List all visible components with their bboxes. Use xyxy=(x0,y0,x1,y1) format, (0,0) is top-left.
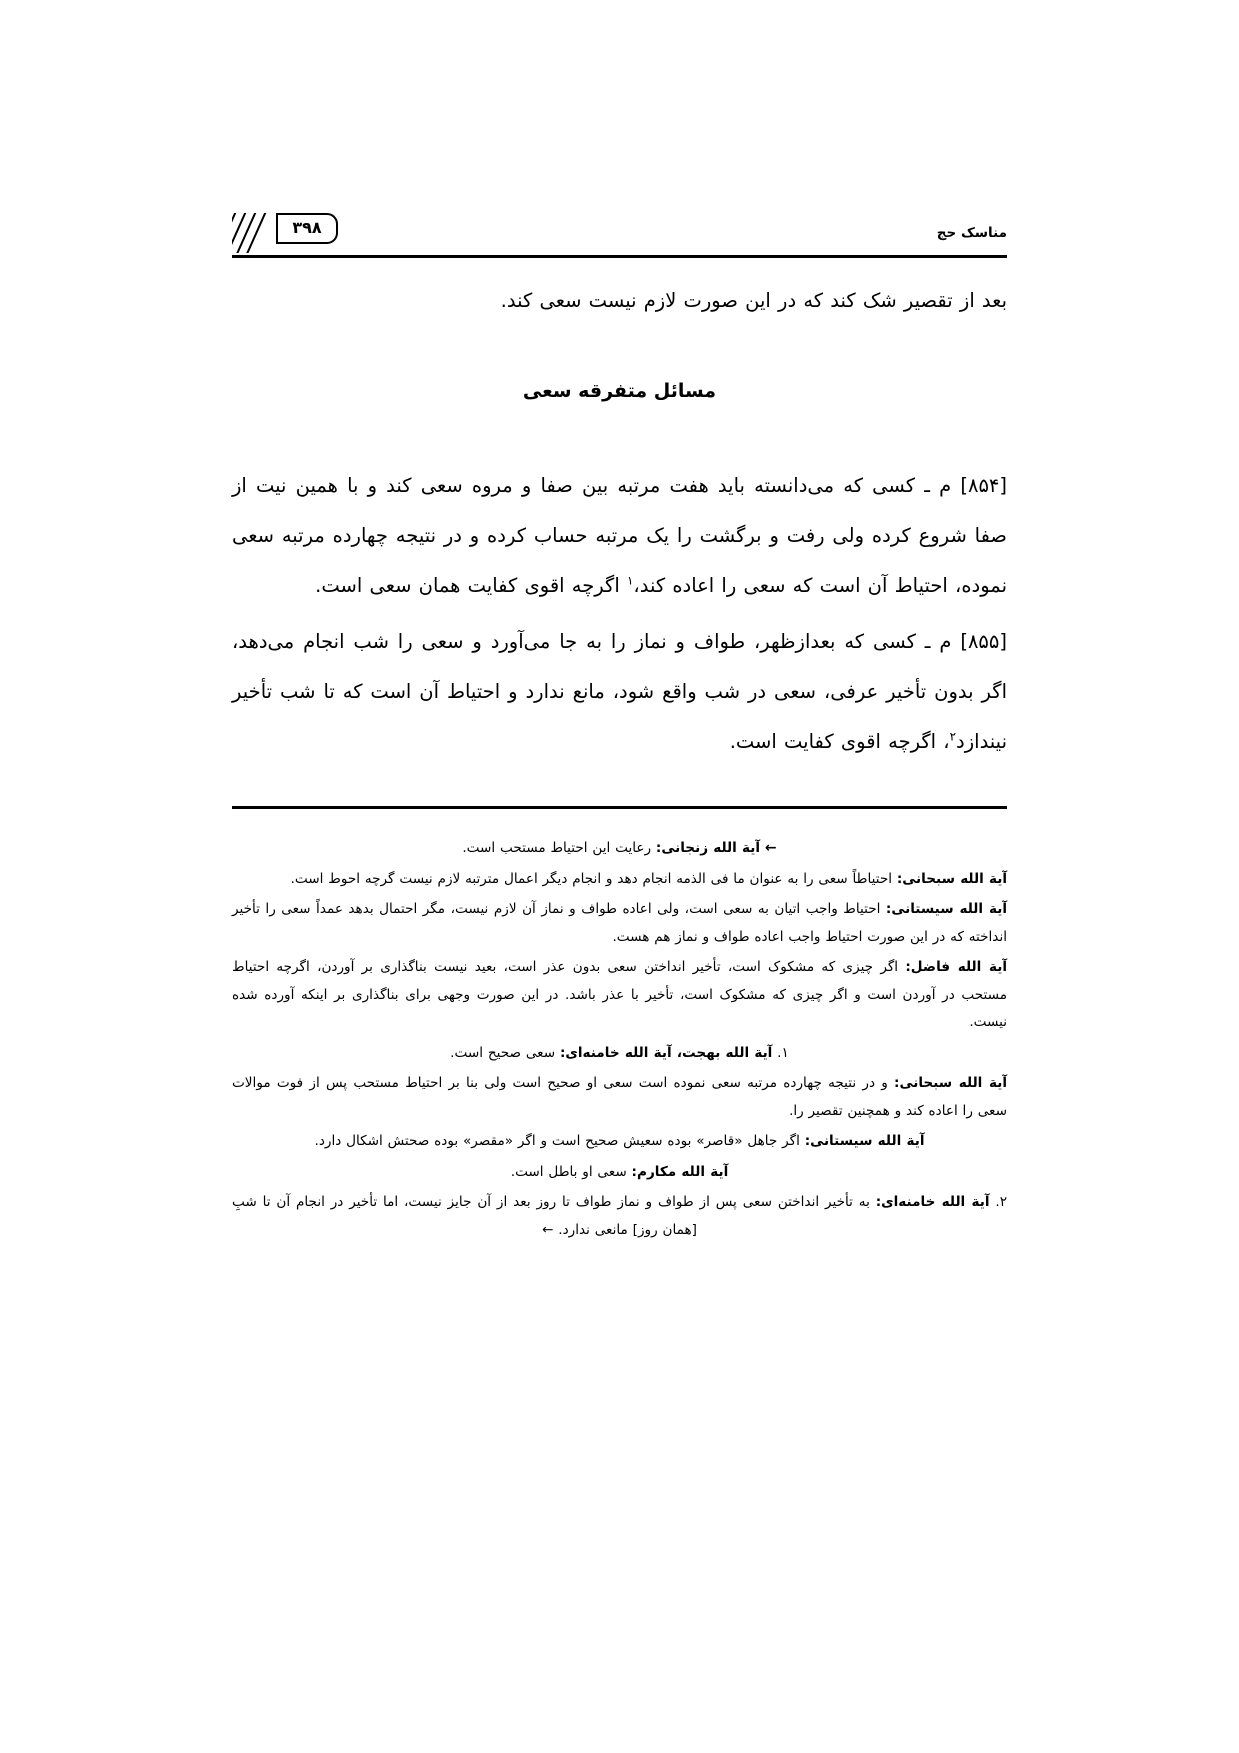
footnote-scholar-name: آیة الله مکارم: xyxy=(631,1163,729,1180)
footnote-text: رعایت این احتیاط مستحب است. xyxy=(462,840,652,856)
page-header xyxy=(232,218,1007,266)
footnote-entry xyxy=(232,896,1007,951)
footnote-area xyxy=(232,806,1007,1247)
footnote-text: سعی او باطل است. xyxy=(510,1163,627,1180)
footnote-entry xyxy=(232,866,1007,894)
footnote-entry xyxy=(232,1128,1007,1156)
page-number: ۳۹۸ xyxy=(276,213,338,244)
folio-stripes-decoration xyxy=(232,213,276,253)
footnote-scholar-name: آیة الله سیستانی: xyxy=(804,1133,925,1149)
spacer xyxy=(232,326,1007,380)
footnote-scholar-name: آیة الله زنجانی: xyxy=(655,840,761,856)
footnote-entry xyxy=(232,1159,1007,1187)
page-body xyxy=(232,276,1007,767)
ruling-paragraph-855 xyxy=(232,617,1007,767)
ruling-paragraph-854 xyxy=(232,461,1007,611)
footnote-text: اگر جاهل «قاصر» بوده سعیش صحیح است و اگر «مقصر» بوده صحتش اشکال دارد. xyxy=(314,1133,800,1149)
footnote-number-1: ۱. xyxy=(777,1044,789,1061)
ruling-text-854-part2: اگرچه اقوی کفایت همان سعی است. xyxy=(315,573,620,597)
footnote-scholar-name: آیة الله خامنه‌ای: xyxy=(875,1194,990,1210)
lead-paragraph: بعد از تقصیر شک کند که در این صورت لازم نیست سعی کند. xyxy=(500,289,1007,312)
book-title: مناسک حج xyxy=(936,225,1007,241)
footnote-scholar-name: آیة الله سیستانی: xyxy=(885,901,1007,917)
footnote-scholar-name: آیة الله سبحانی: xyxy=(894,1075,1007,1091)
footnote-scholar-name: آیة الله فاضل: xyxy=(905,959,1007,975)
footnote-ref-2: ۲ xyxy=(949,729,957,744)
footnote-entry xyxy=(232,835,1007,863)
ruling-marker-855: [۸۵۵] م ـ xyxy=(924,629,1007,653)
folio-badge xyxy=(232,213,338,255)
footnote-entry xyxy=(232,954,1007,1037)
footnote-text: اگر چیزی که مشکوک است، تأخیر انداختن سعی بدون عذر است، بعید نیست بناگذاری بر آوردن، اگرچه احتیاط مستحب در آوردن است و اگر چیزی که مشکوک است، تأخیر با عذر باشد. در این صورت وجهی برای بناگذاری بر اینکه آورده شده نیست. xyxy=(232,959,1007,1030)
footnote-scholar-name: آیة الله سبحانی: xyxy=(896,870,1007,887)
footnote-text: احتیاط واجب اتیان به سعی است، ولی اعاده طواف و نماز آن لازم نیست، مگر احتمال بدهد عمداً سعی را تأخیر انداخته که در این صورت احتیاط واجب اعاده طواف و نماز هم هست. xyxy=(232,901,1007,945)
section-heading: مسائل متفرقه سعی xyxy=(522,380,717,402)
footnote-text: و در نتیجه چهارده مرتبه سعی نموده است سعی او صحیح است ولی بنا بر احتیاط مستحب پس از فوت موالات سعی را اعاده کند و همچنین تقصیر را. xyxy=(232,1075,1007,1119)
footnote-text: به تأخیر انداختن سعی پس از طواف و نماز طواف تا روز بعد از آن جایز نیست، اما تأخیر در انجام آن تا شبِ [همان روز] مانعی ندارد. ← xyxy=(232,1194,870,1238)
ruling-text-855-part1: کسی که بعدازظهر، طواف و نماز را به جا می‌آورد و سعی را شب انجام می‌دهد، اگر بدون تأخیر عرفی، سعی در شب واقع شود، مانع ندارد و احتیاط آن است که تا شب تأخیر نیندازد xyxy=(232,629,1007,753)
spacer xyxy=(232,403,1007,461)
ruling-text-855-part2: ، اگرچه اقوی کفایت است. xyxy=(729,729,950,753)
footnote-divider xyxy=(232,806,1007,809)
footnote-number-2: ۲. xyxy=(995,1194,1007,1210)
continuation-arrow-icon: ← xyxy=(764,840,777,856)
ruling-text-854-part1: کسی که می‌دانسته باید هفت مرتبه بین صفا و مروه سعی کند و با همین نیت از صفا شروع کرده ولی رفت و برگشت را یک مرتبه حساب کرده و در نتیجه چهارده مرتبه سعی نموده، احتیاط آن است که سعی را اعاده کند، xyxy=(232,473,1007,597)
footnote-entry xyxy=(232,1070,1007,1125)
footnote-ref-1: ۱ xyxy=(626,573,634,588)
header-divider xyxy=(232,255,1007,258)
footnote-entry xyxy=(232,1189,1007,1244)
footnote-text: احتیاطاً سعی را به عنوان ما فی الذمه انجام دهد و انجام دیگر اعمال مترتبه لازم نیست گرچه احوط است. xyxy=(290,870,893,887)
ruling-marker-854: [۸۵۴] م ـ xyxy=(924,473,1007,497)
footnote-entry xyxy=(232,1040,1007,1068)
footnote-text: سعی صحیح است. xyxy=(450,1044,556,1061)
footnote-scholar-name: آیة الله بهجت، آیة الله خامنه‌ای: xyxy=(559,1044,773,1061)
